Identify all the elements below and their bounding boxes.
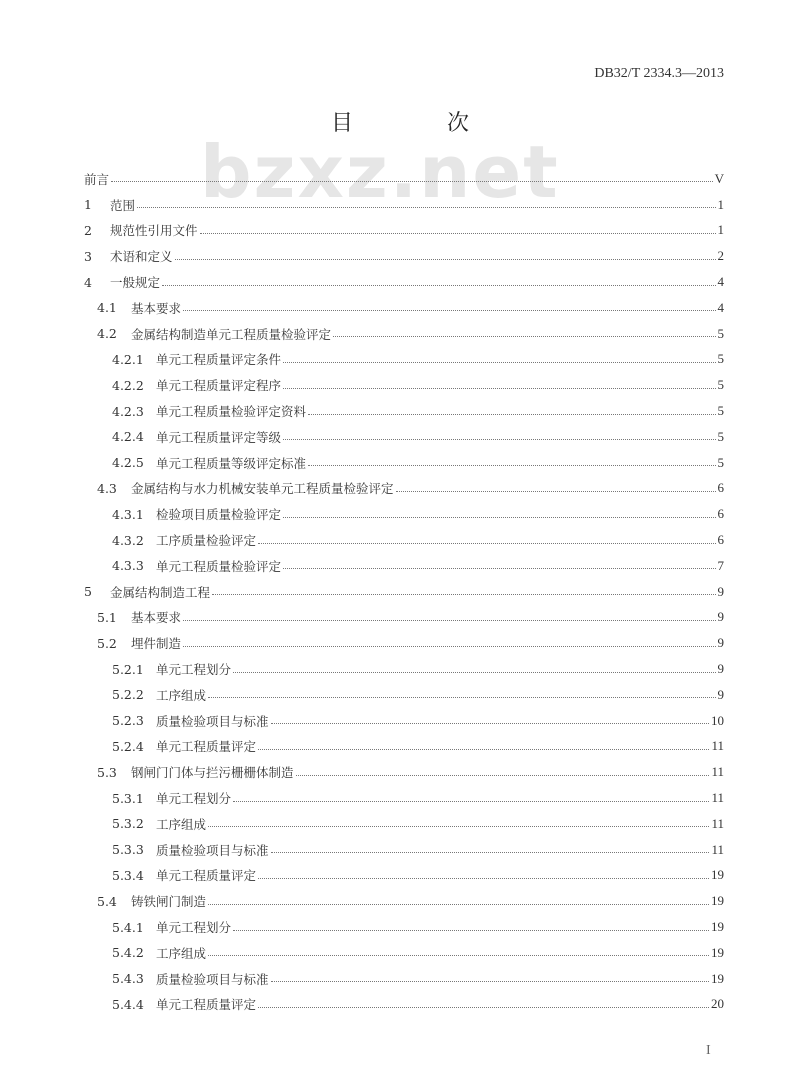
toc-entry-page: 1	[717, 196, 724, 212]
toc-entry-number: 5.3.2	[112, 816, 144, 832]
dot-leader	[162, 285, 715, 286]
toc-entry-number: 4	[84, 274, 92, 290]
toc-entry-number: 5.4.4	[112, 996, 144, 1012]
dot-leader	[233, 801, 709, 802]
toc-entry-number: 5.2.2	[112, 687, 144, 703]
toc-entry-number: 5.2.1	[112, 661, 144, 677]
toc-entry-page: 11	[711, 738, 724, 754]
toc-entry-number: 4.2.3	[112, 403, 144, 419]
toc-entry[interactable]	[84, 992, 724, 1018]
toc-entry[interactable]	[84, 630, 724, 656]
dot-leader	[233, 930, 709, 931]
toc-entry[interactable]	[84, 295, 724, 321]
toc-entry-number: 5.4.2	[112, 945, 144, 961]
toc-entry[interactable]	[84, 759, 724, 785]
toc-entry-number: 4.3.3	[112, 558, 144, 574]
dot-leader	[258, 878, 709, 879]
toc-entry[interactable]	[84, 166, 724, 192]
page-number: I	[706, 1043, 711, 1058]
toc-entry-title: 单元工程质量评定	[156, 739, 257, 755]
toc-entry[interactable]	[84, 527, 724, 553]
toc-entry-title: 单元工程划分	[156, 791, 232, 807]
toc-entry-page: 9	[717, 686, 724, 702]
toc-entry-number: 5	[84, 584, 92, 600]
toc-entry[interactable]	[84, 863, 724, 889]
toc-entry[interactable]	[84, 476, 724, 502]
toc-entry-title: 单元工程划分	[156, 662, 232, 678]
toc-entry-title: 工序质量检验评定	[156, 533, 257, 549]
toc-entry-title: 规范性引用文件	[110, 223, 198, 239]
toc-entry-number: 4.3.2	[112, 532, 144, 548]
dot-leader	[258, 1007, 709, 1008]
toc-entry-number: 4.1	[97, 300, 117, 316]
toc-entry[interactable]	[84, 940, 724, 966]
toc-entry[interactable]	[84, 450, 724, 476]
dot-leader	[111, 181, 713, 182]
toc-entry-page: 19	[711, 893, 724, 909]
toc-entry-page: 1	[717, 222, 724, 238]
dot-leader	[271, 852, 710, 853]
toc-entry[interactable]	[84, 553, 724, 579]
dot-leader	[175, 259, 716, 260]
toc-entry-title: 单元工程质量评定	[156, 868, 257, 884]
toc-entry-number: 5.4.1	[112, 919, 144, 935]
toc-entry-number: 5.4.3	[112, 971, 144, 987]
toc-entry-title: 埋件制造	[131, 636, 182, 652]
toc-entry[interactable]	[84, 372, 724, 398]
toc-entry-title: 检验项目质量检验评定	[156, 507, 282, 523]
toc-entry[interactable]	[84, 605, 724, 631]
toc-entry[interactable]	[84, 424, 724, 450]
toc-entry-page: 5	[717, 377, 724, 393]
dot-leader	[137, 207, 715, 208]
toc-entry[interactable]	[84, 785, 724, 811]
toc-entry[interactable]	[84, 734, 724, 760]
toc-entry[interactable]	[84, 321, 724, 347]
toc-entry-number: 5.1	[97, 609, 117, 625]
toc-entry[interactable]	[84, 269, 724, 295]
toc-entry-title: 金属结构与水力机械安装单元工程质量检验评定	[131, 481, 394, 497]
toc-entry-page: 4	[717, 274, 724, 290]
toc-entry-page: 19	[711, 970, 724, 986]
toc-entry[interactable]	[84, 192, 724, 218]
dot-leader	[233, 672, 715, 673]
toc-entry-page: 6	[717, 532, 724, 548]
toc-entry[interactable]	[84, 914, 724, 940]
dot-leader	[183, 646, 715, 647]
toc-entry-number: 5.3.1	[112, 790, 144, 806]
toc-entry-page: 6	[717, 506, 724, 522]
toc-entry-number: 4.2	[97, 326, 117, 342]
toc-entry-number: 3	[84, 248, 92, 264]
toc-entry[interactable]	[84, 811, 724, 837]
dot-leader	[283, 568, 715, 569]
dot-leader	[200, 233, 716, 234]
dot-leader	[283, 439, 715, 440]
toc-entry-title: 基本要求	[131, 300, 182, 316]
toc-entry[interactable]	[84, 501, 724, 527]
toc-entry-page: 9	[717, 661, 724, 677]
toc-entry-title: 钢闸门门体与拦污栅栅体制造	[131, 765, 294, 781]
toc-entry-number: 4.2.5	[112, 455, 144, 471]
toc-entry-title: 质量检验项目与标准	[156, 971, 269, 987]
toc-entry-page: 5	[717, 403, 724, 419]
table-of-contents	[84, 166, 724, 1017]
toc-entry-page: 10	[711, 712, 724, 728]
toc-entry-number: 4.3	[97, 480, 117, 496]
dot-leader	[208, 955, 709, 956]
toc-entry[interactable]	[84, 888, 724, 914]
toc-entry[interactable]	[84, 579, 724, 605]
toc-entry-page: 11	[711, 815, 724, 831]
toc-entry-title: 单元工程划分	[156, 920, 232, 935]
toc-entry-title: 质量检验项目与标准	[156, 842, 269, 858]
toc-entry-page: 5	[717, 325, 724, 341]
toc-entry-page: 4	[717, 299, 724, 315]
toc-entry-page: V	[714, 170, 724, 186]
toc-entry-title: 金属结构制造单元工程质量检验评定	[131, 326, 332, 342]
toc-entry-number: 5.3	[97, 764, 117, 780]
toc-entry-page: 11	[711, 790, 724, 806]
dot-leader	[183, 310, 715, 311]
toc-entry-title: 单元工程质量评定等级	[156, 429, 282, 445]
toc-entry-number: 5.4	[97, 893, 117, 909]
toc-entry[interactable]	[84, 218, 724, 244]
dot-leader	[208, 904, 709, 905]
toc-entry-page: 20	[711, 996, 724, 1012]
toc-entry-number: 5.3.3	[112, 842, 144, 858]
toc-entry-number: 4.2.4	[112, 429, 144, 445]
toc-entry-number: 4.2.1	[112, 351, 144, 367]
toc-entry-title: 前言	[84, 171, 110, 187]
dot-leader	[396, 491, 716, 492]
toc-entry[interactable]	[84, 708, 724, 734]
toc-entry-page: 7	[717, 557, 724, 573]
toc-entry[interactable]	[84, 398, 724, 424]
toc-entry-number: 5.2	[97, 635, 117, 651]
toc-entry-title: 单元工程质量评定条件	[156, 352, 282, 368]
toc-entry-title: 范围	[110, 197, 136, 213]
toc-entry-title: 单元工程质量等级评定标准	[156, 455, 307, 471]
toc-entry-title: 一般规定	[110, 275, 161, 291]
dot-leader	[296, 775, 710, 776]
toc-entry-title: 铸铁闸门制造	[131, 894, 207, 910]
dot-leader	[271, 981, 709, 982]
watermark: bzxz.net	[200, 130, 560, 214]
toc-entry-page: 11	[711, 764, 724, 780]
toc-entry-title: 术语和定义	[110, 249, 173, 265]
toc-entry-title: 单元工程质量检验评定	[156, 558, 282, 574]
toc-entry-page: 5	[717, 351, 724, 367]
toc-entry[interactable]	[84, 682, 724, 708]
dot-leader	[283, 362, 715, 363]
toc-entry-page: 6	[717, 480, 724, 496]
page-title: 目 次	[330, 111, 505, 136]
toc-entry-page: 9	[717, 609, 724, 625]
toc-entry-number: 5.3.4	[112, 867, 144, 883]
toc-entry-title: 单元工程质量检验评定资料	[156, 404, 307, 420]
toc-entry-number: 4.2.2	[112, 377, 144, 393]
toc-entry-title: 质量检验项目与标准	[156, 713, 269, 729]
toc-entry-page: 9	[717, 583, 724, 599]
toc-entry-number: 1	[84, 197, 92, 213]
dot-leader	[183, 620, 715, 621]
dot-leader	[208, 826, 709, 827]
toc-entry-title: 工序组成	[156, 687, 207, 703]
dot-leader	[308, 414, 715, 415]
toc-entry[interactable]	[84, 966, 724, 992]
toc-entry-title: 工序组成	[156, 945, 207, 961]
toc-entry-number: 5.2.3	[112, 713, 144, 729]
dot-leader	[283, 517, 715, 518]
dot-leader	[208, 697, 715, 698]
standard-code: DB32/T 2334.3—2013	[594, 66, 724, 81]
toc-entry-page: 5	[717, 428, 724, 444]
dot-leader	[333, 336, 715, 337]
toc-entry-number: 4.3.1	[112, 506, 144, 522]
toc-entry-page: 19	[711, 944, 724, 960]
toc-entry-page: 2	[717, 248, 724, 264]
toc-entry-title: 单元工程质量评定	[156, 997, 257, 1013]
toc-entry-title: 单元工程质量评定程序	[156, 378, 282, 394]
dot-leader	[258, 749, 709, 750]
dot-leader	[212, 594, 715, 595]
toc-entry-page: 19	[711, 867, 724, 883]
toc-entry-page: 5	[717, 454, 724, 470]
toc-entry-page: 11	[711, 841, 724, 857]
toc-entry-title: 金属结构制造工程	[110, 584, 211, 600]
dot-leader	[283, 388, 715, 389]
toc-entry[interactable]	[84, 243, 724, 269]
toc-entry-number: 5.2.4	[112, 738, 144, 754]
toc-entry-page: 9	[717, 635, 724, 651]
toc-entry[interactable]	[84, 837, 724, 863]
toc-entry[interactable]	[84, 347, 724, 373]
dot-leader	[258, 543, 715, 544]
toc-entry-title: 工序组成	[156, 816, 207, 832]
toc-entry-number: 2	[84, 222, 92, 238]
toc-entry-page: 19	[711, 919, 724, 934]
dot-leader	[271, 723, 709, 724]
toc-entry-title: 基本要求	[131, 610, 182, 626]
toc-entry[interactable]	[84, 656, 724, 682]
dot-leader	[308, 465, 715, 466]
